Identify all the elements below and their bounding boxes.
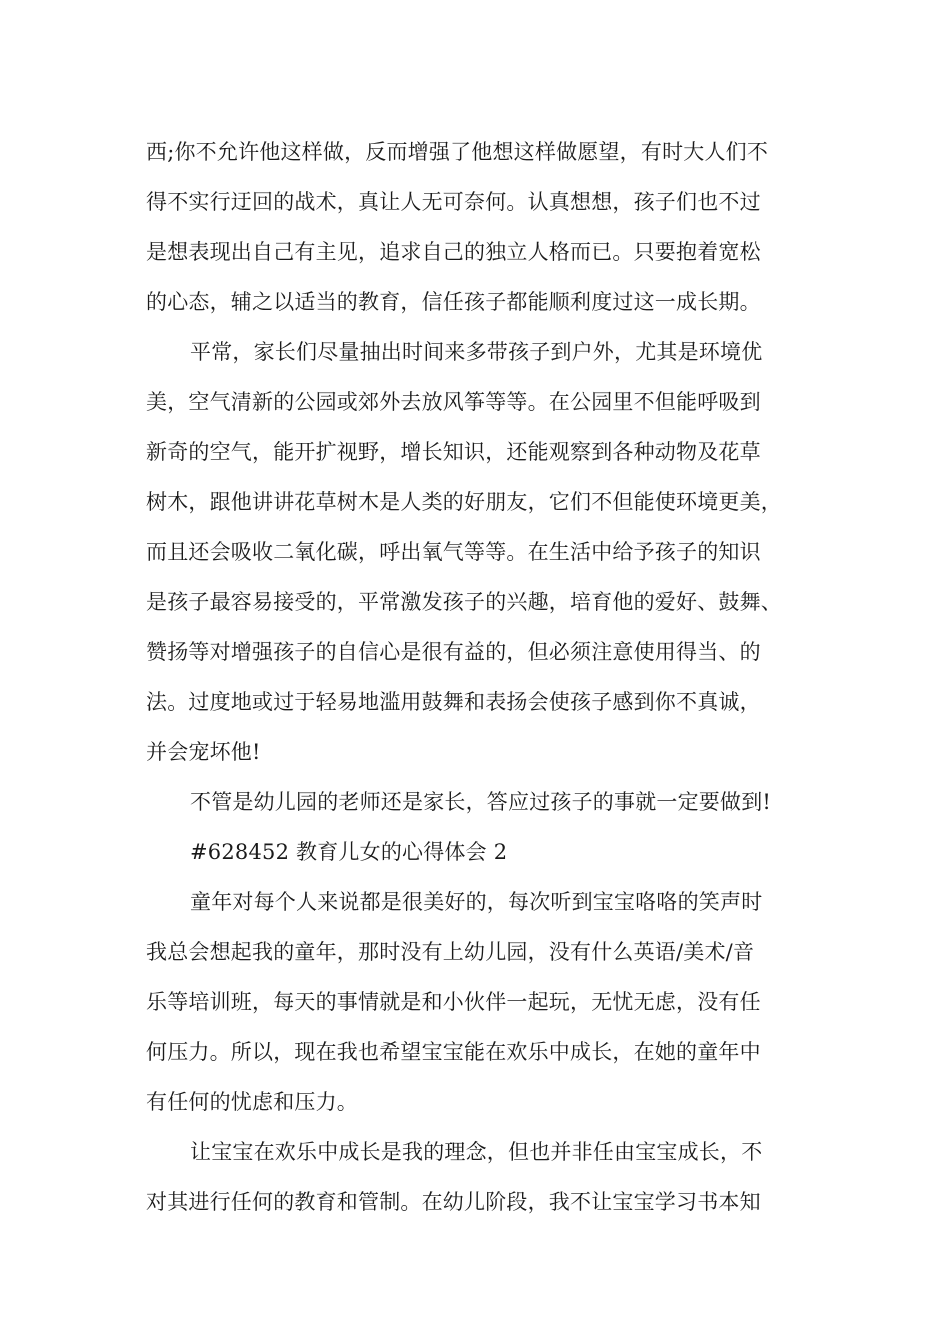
text-line: 乐等培训班，每天的事情就是和小伙伴一起玩，无忧无虑，没有任 (146, 990, 761, 1014)
text-line: 赞扬等对增强孩子的自信心是很有益的，但必须注意使用得当、的 (146, 640, 761, 664)
text-line: 何压力。所以，现在我也希望宝宝能在欢乐中成长，在她的童年中 (146, 1040, 761, 1064)
text-line: 而且还会吸收二氧化碳，呼出氧气等等。在生活中给予孩子的知识 (146, 540, 761, 564)
text-line: 是孩子最容易接受的，平常激发孩子的兴趣，培育他的爱好、鼓舞、 (146, 590, 782, 614)
paragraph-start-line: 童年对每个人来说都是很美好的，每次听到宝宝咯咯的笑声时 (190, 890, 763, 914)
text-line: 的心态，辅之以适当的教育，信任孩子都能顺利度过这一成长期。 (146, 290, 761, 314)
text-line: 有任何的忧虑和压力。 (146, 1090, 358, 1114)
text-line: 并会宠坏他! (146, 740, 261, 764)
text-line: 得不实行迂回的战术，真让人无可奈何。认真想想，孩子们也不过 (146, 190, 761, 214)
text-line: 对其进行任何的教育和管制。在幼儿阶段，我不让宝宝学习书本知 (146, 1190, 761, 1214)
text-line: 新奇的空气，能开扩视野，增长知识，还能观察到各种动物及花草 (146, 440, 761, 464)
paragraph-start-line: 不管是幼儿园的老师还是家长，答应过孩子的事就一定要做到! (190, 790, 772, 814)
text-line: 是想表现出自己有主见，追求自己的独立人格而已。只要抱着宽松 (146, 240, 761, 264)
paragraph-start-line: 让宝宝在欢乐中成长是我的理念，但也并非任由宝宝成长，不 (190, 1140, 763, 1164)
section-heading: #628452 教育儿女的心得体会 2 (190, 840, 508, 864)
text-line: 法。过度地或过于轻易地滥用鼓舞和表扬会使孩子感到你不真诚， (146, 690, 761, 714)
text-line: 树木，跟他讲讲花草树木是人类的好朋友，它们不但能使环境更美， (146, 490, 782, 514)
paragraph-start-line: 平常，家长们尽量抽出时间来多带孩子到户外，尤其是环境优 (190, 340, 763, 364)
text-line: 美，空气清新的公园或郊外去放风筝等等。在公园里不但能呼吸到 (146, 390, 761, 414)
text-line: 西;你不允许他这样做，反而增强了他想这样做愿望，有时大人们不 (146, 140, 769, 164)
text-line: 我总会想起我的童年，那时没有上幼儿园，没有什么英语/美术/音 (146, 940, 755, 964)
